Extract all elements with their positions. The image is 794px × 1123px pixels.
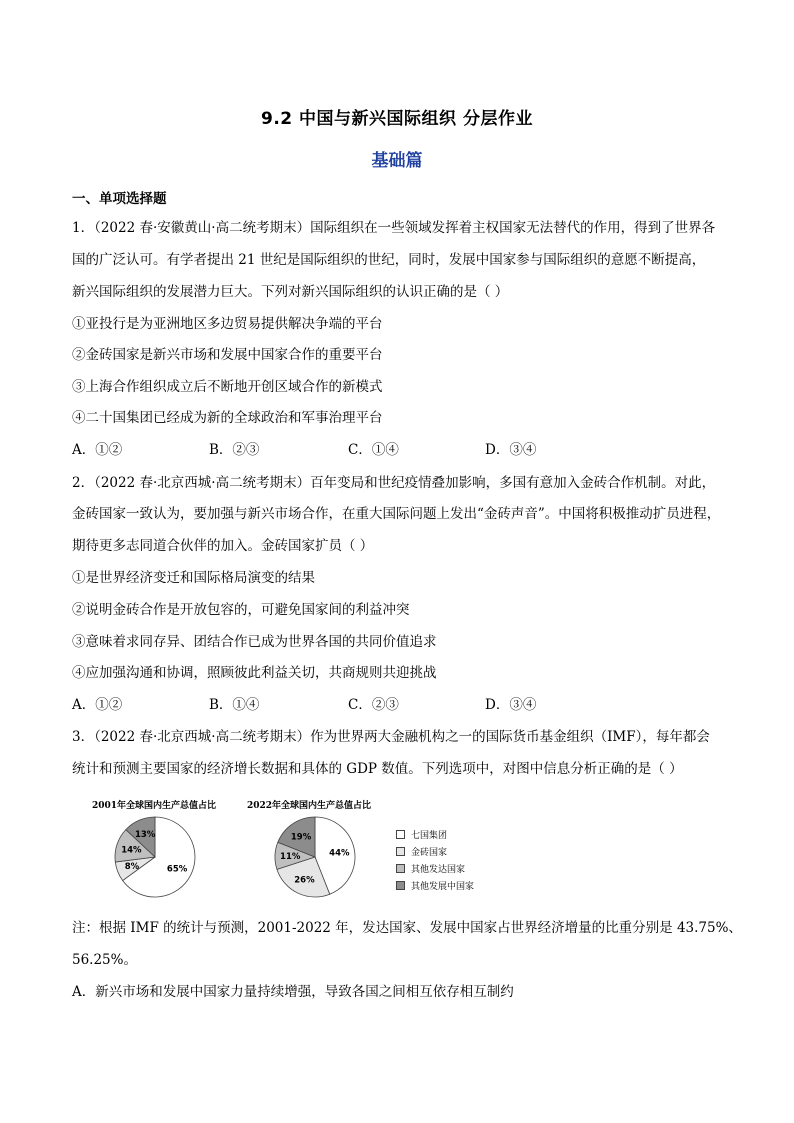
pie-2022-slice-label-1: 26% [294, 875, 315, 886]
pie-2001-slice-label-3: 13% [134, 830, 156, 841]
q1-option-a[interactable]: A．①② [72, 442, 123, 458]
pie-2001-slice-label-0: 65% [166, 864, 188, 875]
legend-label: 其他发展中国家 [411, 882, 475, 892]
q2-option-d[interactable]: D．③④ [485, 697, 537, 713]
legend-swatch-other-developed [396, 864, 405, 873]
legend-item [396, 826, 474, 843]
pie-2022-slice-label-2: 11% [280, 852, 301, 863]
page-title: 9.2 中国与新兴国际组织 分层作业 [261, 109, 533, 129]
q1-option-c[interactable]: C．①④ [348, 442, 399, 458]
legend-item [396, 877, 474, 894]
q3-note-line-1: 注：根据 IMF 的统计与预测，2001-2022 年，发达国家、发展中国家占世界经济增量的比重分别是 43.75%、 [72, 920, 742, 936]
legend-item [396, 860, 474, 877]
pie-2001-slice-label-2: 14% [121, 845, 142, 856]
pie-2001-slice-label-1: 8% [124, 862, 140, 873]
q1-item-1: ①亚投行是为亚洲地区多边贸易提供解决争端的平台 [72, 316, 383, 332]
q2-option-a[interactable]: A．①② [72, 697, 123, 713]
q2-stem-line-3: 期待更多志同道合伙伴的加入。金砖国家扩员（ ） [72, 538, 374, 554]
legend-swatch-other-developing [396, 881, 405, 890]
chart-2022-title: 2022年全球国内生产总值占比 [247, 801, 372, 811]
pie-2022-slice-label-0: 44% [329, 848, 350, 859]
q1-item-2: ②金砖国家是新兴市场和发展中国家合作的重要平台 [72, 347, 383, 363]
legend-label: 其他发达国家 [411, 865, 466, 875]
legend-item [396, 843, 474, 860]
page-subtitle: 基础篇 [371, 151, 423, 171]
q2-item-2: ②说明金砖合作是开放包容的，可避免国家间的利益冲突 [72, 602, 410, 618]
q1-stem-line-3: 新兴国际组织的发展潜力巨大。下列对新兴国际组织的认识正确的是（ ） [72, 284, 509, 300]
q3-stem-line-2: 统计和预测主要国家的经济增长数据和具体的 GDP 数值。下列选项中，对图中信息分析正确的是（ ） [72, 761, 683, 777]
q3-option-a[interactable]: A．新兴市场和发展中国家力量持续增强，导致各国之间相互依存相互制约 [72, 984, 514, 1000]
q2-stem-line-2: 金砖国家一致认为，要加强与新兴市场合作，在重大国际问题上发出“金砖声音”。中国将积极推动扩员进程， [72, 506, 721, 522]
q1-stem-line-2: 国的广泛认可。有学者提出 21 世纪是国际组织的世纪，同时，发展中国家参与国际组织的意愿不断提高， [72, 252, 706, 268]
pie-2022-slice-label-3: 19% [290, 832, 312, 843]
legend-swatch-brics [396, 847, 405, 856]
legend-label: 七国集团 [411, 831, 448, 841]
pie-chart-2022 [270, 812, 360, 902]
q1-option-b[interactable]: B．②③ [209, 442, 260, 458]
legend-swatch-g7 [396, 830, 405, 839]
q2-option-c[interactable]: C．②③ [348, 697, 399, 713]
q1-item-3: ③上海合作组织成立后不断地开创区域合作的新模式 [72, 379, 383, 395]
q2-stem-line-1: 2．（2022 春·北京西城·高二统考期末）百年变局和世纪疫情叠加影响，多国有意加入金砖合作机制。对此， [72, 475, 716, 491]
chart-2001-title: 2001年全球国内生产总值占比 [92, 801, 217, 811]
chart-legend [396, 826, 474, 894]
q3-note-line-2: 56.25%。 [72, 952, 137, 968]
q2-item-4: ④应加强沟通和协调，照顾彼此利益关切，共商规则共迎挑战 [72, 665, 437, 681]
q1-item-4: ④二十国集团已经成为新的全球政治和军事治理平台 [72, 410, 383, 426]
q2-item-3: ③意味着求同存异、团结合作已成为世界各国的共同价值追求 [72, 634, 437, 650]
legend-label: 金砖国家 [411, 848, 448, 858]
q1-option-d[interactable]: D．③④ [485, 442, 537, 458]
q3-stem-line-1: 3．（2022 春·北京西城·高二统考期末）作为世界两大金融机构之一的国际货币基金组织（IMF），每年都会 [72, 729, 710, 745]
q1-stem-line-1: 1．（2022 春·安徽黄山·高二统考期末）国际组织在一些领域发挥着主权国家无法替代的作用，得到了世界各 [72, 220, 716, 236]
q2-option-b[interactable]: B．①④ [209, 697, 260, 713]
pie-chart-2001 [110, 812, 200, 902]
section-heading: 一、单项选择题 [72, 191, 167, 207]
q2-item-1: ①是世界经济变迁和国际格局演变的结果 [72, 570, 315, 586]
